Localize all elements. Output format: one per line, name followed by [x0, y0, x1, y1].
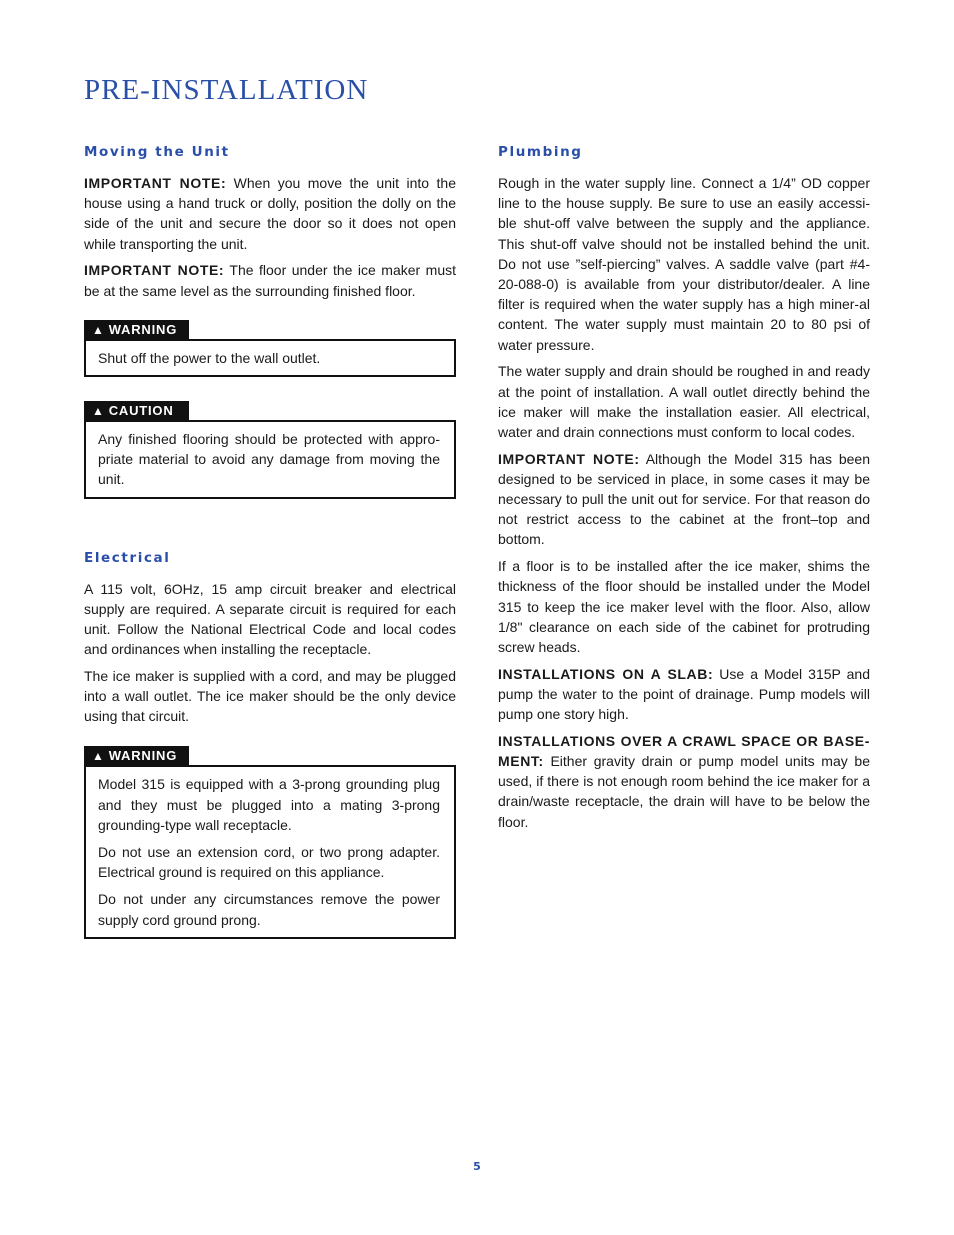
moving-note-2: IMPORTANT NOTE: The floor under the ice maker must be at the same level as the surrounding finished floor. — [84, 262, 456, 299]
right-column — [498, 143, 870, 838]
caution-notice-flooring — [84, 401, 456, 499]
plumbing-para-2: The water supply and drain should be roughed in and ready at the point of installation. A wall outlet directly behind the ice maker will make the installation easier. All electrical, water and drain connections must conform to local codes. — [498, 363, 870, 440]
warning-triangle-icon: ▲ — [92, 749, 105, 764]
left-column — [84, 143, 456, 939]
warning-text-3: Do not under any circumstances remove the power supply cord ground prong. — [98, 891, 440, 928]
warning-notice-grounding — [84, 746, 456, 938]
note-label: INSTALLATIONS OVER A CRAWL SPACE OR BASE-MENT: — [498, 732, 870, 769]
warning-notice-power — [84, 320, 456, 377]
plumbing-para-4: If a floor is to be installed after the ice maker, shims the thickness of the floor should be installed under the Model 315 to keep the ice maker level with the floor. Also, allow 1/8" clearance on each side of the cabinet for protruding screw heads. — [498, 558, 870, 655]
page-title: PRE-INSTALLATION — [84, 74, 369, 106]
plumbing-para-1: Rough in the water supply line. Connect a 1/4” OD copper line to the house supply. Be sure to use an easily accessi-ble shut-off valve between the supply and the appliance. This shut-off valve should not be installed behind the unit. Do not use ”self-piercing” valves. A saddle valve (part #4-20-088-0) is available from your distributor/dealer. A line filter is required when the water supply has a high miner-al content. The water supply must maintain 20 to 80 psi of water pressure. — [498, 175, 870, 353]
warning-text-2: Do not use an extension cord, or two prong adapter. Electrical ground is required on this appliance. — [98, 844, 440, 881]
caution-text: Any finished flooring should be protected with appro-priate material to avoid any damage from moving the unit. — [98, 430, 440, 488]
warning-box — [84, 339, 456, 377]
warning-triangle-icon: ▲ — [92, 403, 105, 418]
note-label: IMPORTANT NOTE: — [498, 450, 640, 467]
section-heading-plumbing: Plumbing — [498, 144, 583, 160]
section-heading-moving: Moving the Unit — [84, 144, 230, 160]
note-label: IMPORTANT NOTE: — [84, 175, 227, 191]
caution-badge: ▲ CAUTION — [84, 401, 189, 420]
electrical-para-2: The ice maker is supplied with a cord, and may be plugged into a wall outlet. The ice maker should be the only device using that circuit. — [84, 667, 456, 725]
slab-installation: INSTALLATIONS ON A SLAB: Use a Model 315P and pump the water to the point of drainage. Pump models will pump one story high. — [498, 665, 870, 723]
warning-triangle-icon: ▲ — [92, 322, 105, 337]
section-heading-electrical: Electrical — [84, 549, 171, 566]
caution-box — [84, 420, 456, 499]
warning-text-1: Model 315 is equipped with a 3-prong grounding plug and they must be plugged into a mating 3-prong grounding-type wall receptacle. — [98, 776, 440, 833]
warning-badge: ▲ WARNING — [84, 320, 189, 339]
warning-badge: ▲ WARNING — [84, 746, 189, 765]
warning-box — [84, 765, 456, 938]
page-number: 5 — [473, 1160, 481, 1173]
crawl-space-installation: INSTALLATIONS OVER A CRAWL SPACE OR BASE-MENT: Either gravity drain or pump model units may be used, if there is not enough room behind the ice maker for a drain/waste receptacle, the drain will have to be below the floor. — [498, 732, 870, 830]
electrical-para-1: A 115 volt, 6OHz, 15 amp circuit breaker and electrical supply are required. A separate circuit is required for each unit. Follow the National Electrical Code and local codes and ordinances when installing the receptacle. — [84, 580, 456, 658]
note-label: INSTALLATIONS ON A SLAB: — [498, 665, 714, 682]
note-label: IMPORTANT NOTE: — [84, 262, 225, 279]
plumbing-note: IMPORTANT NOTE: Although the Model 315 has been designed to be serviced in place, in some cases it may be necessary to pull the unit out for service. For that reason do not restrict access to the cabinet at the front–top and bottom. — [498, 450, 870, 548]
moving-note-1: IMPORTANT NOTE: When you move the unit into the house using a hand truck or dolly, position the dolly on the side of the unit and secure the door so it does not open while transporting the unit. — [84, 175, 456, 252]
warning-text: Shut off the power to the wall outlet. — [98, 349, 321, 366]
